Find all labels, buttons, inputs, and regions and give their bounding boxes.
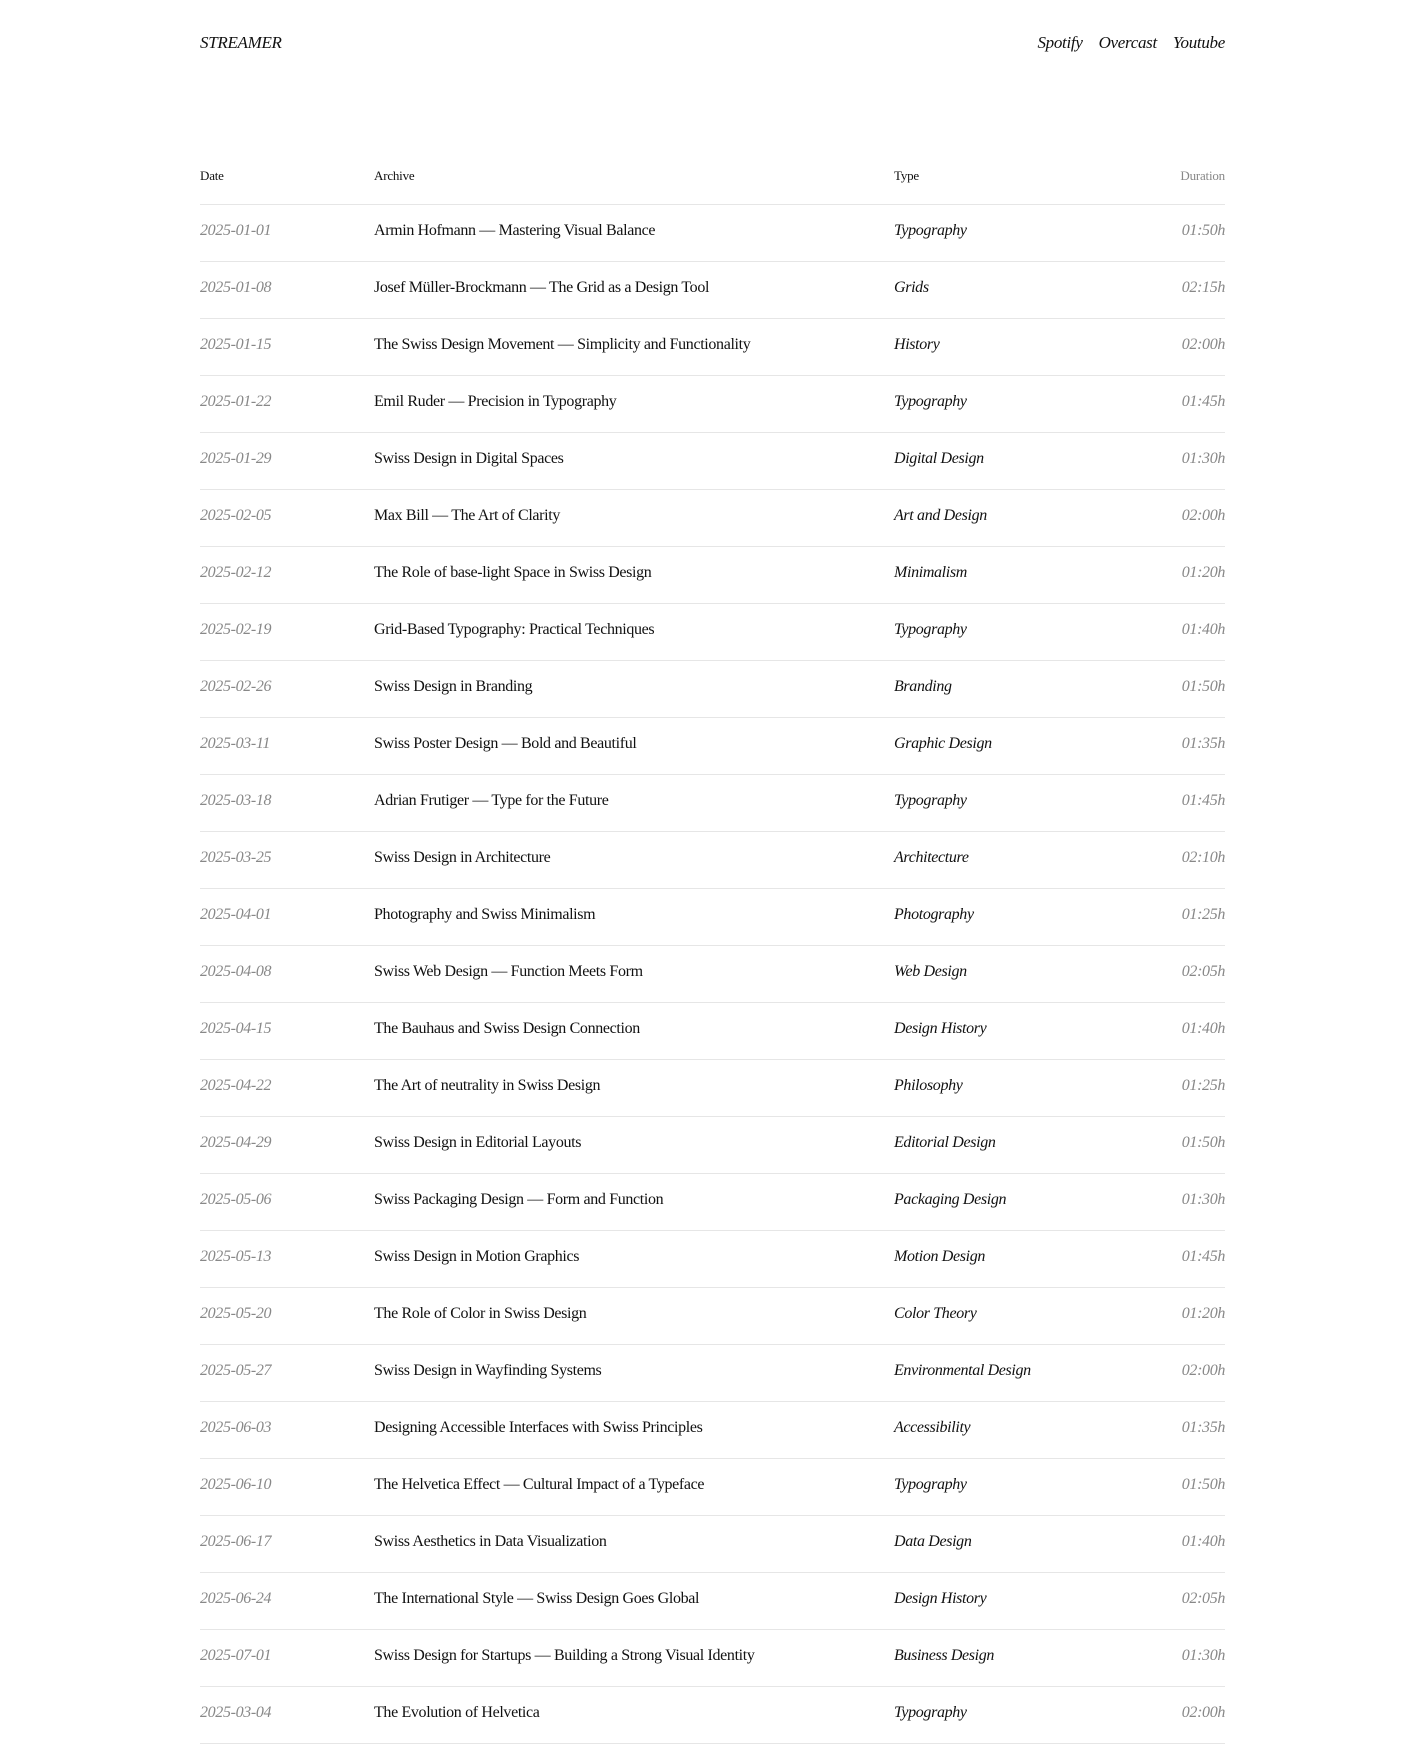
episode-title: Swiss Web Design — Function Meets Form bbox=[374, 963, 643, 980]
episode-type: Typography bbox=[894, 393, 967, 410]
brand-logo[interactable]: STREAMER bbox=[200, 33, 282, 52]
episode-date: 2025-06-17 bbox=[200, 1533, 272, 1550]
episode-duration: 01:25h bbox=[1181, 1077, 1225, 1094]
table-row[interactable] bbox=[200, 1516, 1225, 1573]
episode-date: 2025-04-29 bbox=[200, 1134, 272, 1151]
episode-title: The Art of neutrality in Swiss Design bbox=[374, 1077, 601, 1094]
episode-duration: 02:00h bbox=[1181, 507, 1225, 524]
table-row[interactable] bbox=[200, 718, 1225, 775]
episode-title: The Helvetica Effect — Cultural Impact of a Typeface bbox=[374, 1476, 705, 1493]
episode-type: Art and Design bbox=[894, 507, 987, 524]
episode-title: Emil Ruder — Precision in Typography bbox=[374, 393, 617, 410]
episode-date: 2025-04-15 bbox=[200, 1020, 272, 1037]
episode-title: Swiss Design in Digital Spaces bbox=[374, 450, 564, 467]
episode-title: Designing Accessible Interfaces with Swiss Principles bbox=[374, 1419, 703, 1436]
episode-title: Photography and Swiss Minimalism bbox=[374, 906, 596, 923]
episode-title: Swiss Design in Branding bbox=[374, 678, 533, 695]
episode-date: 2025-05-13 bbox=[200, 1248, 272, 1265]
table-row[interactable] bbox=[200, 946, 1225, 1003]
episode-type: Branding bbox=[894, 678, 952, 695]
table-body bbox=[200, 205, 1225, 1744]
episode-duration: 01:40h bbox=[1181, 1533, 1225, 1550]
episode-date: 2025-02-19 bbox=[200, 621, 272, 638]
episode-date: 2025-03-04 bbox=[200, 1704, 272, 1721]
episode-date: 2025-01-15 bbox=[200, 336, 272, 353]
table-row[interactable] bbox=[200, 1573, 1225, 1630]
episode-title: Adrian Frutiger — Type for the Future bbox=[374, 792, 609, 809]
episode-title: Josef Müller-Brockmann — The Grid as a Design Tool bbox=[374, 279, 710, 296]
episode-type: Minimalism bbox=[894, 564, 967, 581]
episode-title: Swiss Design in Editorial Layouts bbox=[374, 1134, 582, 1151]
episode-date: 2025-05-06 bbox=[200, 1191, 272, 1208]
episode-duration: 02:00h bbox=[1181, 1362, 1225, 1379]
episode-duration: 01:45h bbox=[1181, 792, 1225, 809]
episode-duration: 02:15h bbox=[1181, 279, 1225, 296]
episode-type: Graphic Design bbox=[894, 735, 992, 752]
episode-title: The Bauhaus and Swiss Design Connection bbox=[374, 1020, 640, 1037]
nav-link-spotify[interactable]: Spotify bbox=[1037, 33, 1083, 52]
table-row[interactable] bbox=[200, 1174, 1225, 1231]
episode-duration: 01:30h bbox=[1181, 1191, 1225, 1208]
table-row[interactable] bbox=[200, 775, 1225, 832]
episode-type: Typography bbox=[894, 792, 967, 809]
episode-title: The International Style — Swiss Design Goes Global bbox=[374, 1590, 700, 1607]
episode-date: 2025-01-01 bbox=[200, 222, 272, 239]
episode-duration: 02:00h bbox=[1181, 1704, 1225, 1721]
episode-title: The Role of Color in Swiss Design bbox=[374, 1305, 587, 1322]
table-row[interactable] bbox=[200, 490, 1225, 547]
episode-duration: 01:35h bbox=[1181, 1419, 1225, 1436]
episode-date: 2025-06-24 bbox=[200, 1590, 272, 1607]
table-row[interactable] bbox=[200, 205, 1225, 262]
episode-type: Architecture bbox=[894, 849, 969, 866]
column-header-archive: Archive bbox=[374, 168, 415, 183]
episode-title: Swiss Design in Motion Graphics bbox=[374, 1248, 580, 1265]
table-row[interactable] bbox=[200, 1630, 1225, 1687]
episode-title: Grid-Based Typography: Practical Techniques bbox=[374, 621, 655, 638]
episode-date: 2025-03-11 bbox=[200, 735, 270, 752]
column-header-duration: Duration bbox=[1180, 168, 1225, 183]
episode-duration: 01:20h bbox=[1181, 1305, 1225, 1322]
episode-title: Swiss Poster Design — Bold and Beautiful bbox=[374, 735, 637, 752]
episode-duration: 01:50h bbox=[1181, 1134, 1225, 1151]
episode-duration: 01:25h bbox=[1181, 906, 1225, 923]
episode-type: Packaging Design bbox=[894, 1191, 1007, 1208]
episode-duration: 01:45h bbox=[1181, 393, 1225, 410]
episode-date: 2025-06-03 bbox=[200, 1419, 272, 1436]
table-row[interactable] bbox=[200, 604, 1225, 661]
episode-date: 2025-04-08 bbox=[200, 963, 272, 980]
table-row[interactable] bbox=[200, 319, 1225, 376]
episode-type: Data Design bbox=[894, 1533, 972, 1550]
table-row[interactable] bbox=[200, 1459, 1225, 1516]
table-row[interactable] bbox=[200, 889, 1225, 946]
episode-type: Design History bbox=[894, 1020, 987, 1037]
table-row[interactable] bbox=[200, 262, 1225, 319]
episode-date: 2025-03-25 bbox=[200, 849, 272, 866]
table-row[interactable] bbox=[200, 1345, 1225, 1402]
episode-type: Typography bbox=[894, 621, 967, 638]
episode-type: Typography bbox=[894, 1704, 967, 1721]
table-row[interactable] bbox=[200, 1687, 1225, 1744]
table-row[interactable] bbox=[200, 1288, 1225, 1345]
episode-duration: 01:50h bbox=[1181, 222, 1225, 239]
episode-duration: 01:20h bbox=[1181, 564, 1225, 581]
episode-type: Typography bbox=[894, 222, 967, 239]
episode-title: The Swiss Design Movement — Simplicity and Functionality bbox=[374, 336, 751, 353]
table-row[interactable] bbox=[200, 1402, 1225, 1459]
episode-title: The Evolution of Helvetica bbox=[374, 1704, 540, 1721]
table-row[interactable] bbox=[200, 661, 1225, 718]
episode-duration: 02:10h bbox=[1181, 849, 1225, 866]
table-row[interactable] bbox=[200, 1060, 1225, 1117]
episode-date: 2025-05-27 bbox=[200, 1362, 272, 1379]
table-header bbox=[200, 155, 1225, 205]
episode-type: Typography bbox=[894, 1476, 967, 1493]
episode-duration: 01:30h bbox=[1181, 1647, 1225, 1664]
episode-date: 2025-06-10 bbox=[200, 1476, 272, 1493]
episode-duration: 01:40h bbox=[1181, 1020, 1225, 1037]
episode-duration: 02:05h bbox=[1181, 963, 1225, 980]
episode-title: Swiss Design for Startups — Building a Strong Visual Identity bbox=[374, 1647, 755, 1664]
episode-duration: 01:30h bbox=[1181, 450, 1225, 467]
table-row[interactable] bbox=[200, 1117, 1225, 1174]
episode-type: Philosophy bbox=[894, 1077, 963, 1094]
episode-type: Environmental Design bbox=[894, 1362, 1031, 1379]
episode-type: Web Design bbox=[894, 963, 967, 980]
episode-type: Business Design bbox=[894, 1647, 995, 1664]
episode-date: 2025-07-01 bbox=[200, 1647, 272, 1664]
episode-title: The Role of base-light Space in Swiss Design bbox=[374, 564, 652, 581]
episode-title: Swiss Design in Architecture bbox=[374, 849, 551, 866]
episode-date: 2025-01-29 bbox=[200, 450, 272, 467]
top-bar bbox=[200, 0, 1225, 90]
table-row[interactable] bbox=[200, 433, 1225, 490]
episode-type: Grids bbox=[894, 279, 929, 296]
episode-duration: 01:50h bbox=[1181, 678, 1225, 695]
episode-type: Design History bbox=[894, 1590, 987, 1607]
episode-type: Editorial Design bbox=[894, 1134, 996, 1151]
episode-date: 2025-02-12 bbox=[200, 564, 272, 581]
nav-link-overcast[interactable]: Overcast bbox=[1098, 33, 1157, 52]
episode-date: 2025-02-05 bbox=[200, 507, 272, 524]
episode-type: Motion Design bbox=[894, 1248, 985, 1265]
page bbox=[200, 0, 1225, 1721]
episode-date: 2025-02-26 bbox=[200, 678, 272, 695]
nav-link-youtube[interactable]: Youtube bbox=[1172, 33, 1225, 52]
column-header-date: Date bbox=[200, 168, 224, 183]
episode-date: 2025-01-22 bbox=[200, 393, 272, 410]
episode-date: 2025-01-08 bbox=[200, 279, 272, 296]
episode-duration: 02:00h bbox=[1181, 336, 1225, 353]
episode-duration: 01:45h bbox=[1181, 1248, 1225, 1265]
table-row[interactable] bbox=[200, 376, 1225, 433]
episode-duration: 01:50h bbox=[1181, 1476, 1225, 1493]
episode-title: Max Bill — The Art of Clarity bbox=[374, 507, 560, 524]
episode-type: Photography bbox=[894, 906, 974, 923]
episode-date: 2025-04-01 bbox=[200, 906, 272, 923]
platform-nav bbox=[1037, 33, 1225, 53]
episode-type: Color Theory bbox=[894, 1305, 977, 1322]
episode-duration: 02:05h bbox=[1181, 1590, 1225, 1607]
episode-date: 2025-05-20 bbox=[200, 1305, 272, 1322]
episode-title: Swiss Aesthetics in Data Visualization bbox=[374, 1533, 607, 1550]
table-row[interactable] bbox=[200, 547, 1225, 604]
episode-duration: 01:40h bbox=[1181, 621, 1225, 638]
episode-title: Swiss Packaging Design — Form and Function bbox=[374, 1191, 664, 1208]
table-row[interactable] bbox=[200, 1231, 1225, 1288]
episode-date: 2025-04-22 bbox=[200, 1077, 272, 1094]
episode-title: Armin Hofmann — Mastering Visual Balance bbox=[374, 222, 656, 239]
episode-title: Swiss Design in Wayfinding Systems bbox=[374, 1362, 602, 1379]
column-header-type: Type bbox=[894, 168, 920, 183]
table-row[interactable] bbox=[200, 832, 1225, 889]
episode-date: 2025-03-18 bbox=[200, 792, 272, 809]
episode-type: History bbox=[894, 336, 940, 353]
table-row[interactable] bbox=[200, 1003, 1225, 1060]
episode-archive-table bbox=[200, 155, 1225, 1744]
episode-type: Accessibility bbox=[894, 1419, 971, 1436]
episode-type: Digital Design bbox=[894, 450, 984, 467]
episode-duration: 01:35h bbox=[1181, 735, 1225, 752]
